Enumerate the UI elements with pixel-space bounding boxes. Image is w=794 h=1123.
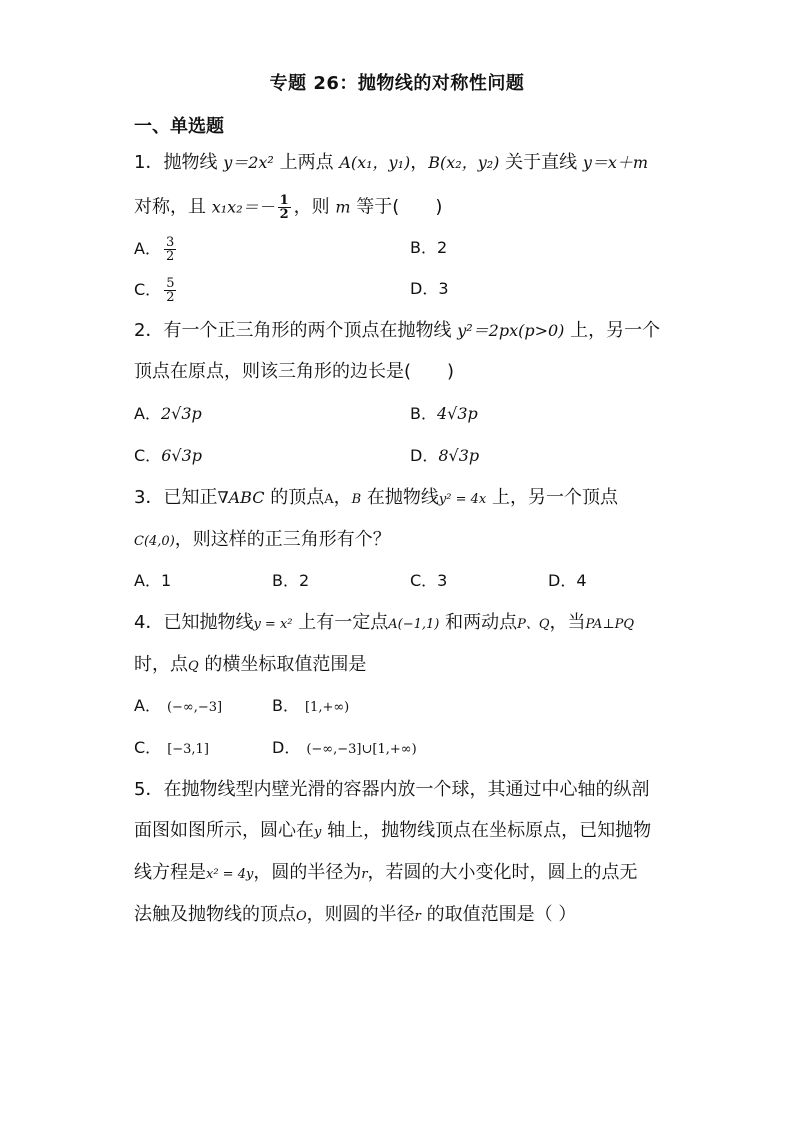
q4-text-a: 4．已知抛物线	[134, 612, 254, 633]
q1-line1	[134, 151, 648, 175]
q5-text-g: ，则圆的半径	[306, 904, 415, 925]
q1-option-c-fraction	[164, 277, 176, 304]
q5-text-c: 线方程是	[134, 862, 206, 883]
q4-option-a[interactable]	[134, 694, 222, 720]
section-heading: 一、单选题	[134, 116, 224, 137]
q1-text-b: ，则	[293, 196, 336, 218]
q2-option-a-value: 2√3p	[160, 404, 202, 423]
q3-text-c: 在抛物线	[361, 487, 439, 508]
q1-point-b: B(x₂，y₂)	[428, 153, 500, 172]
q2-option-d[interactable]	[410, 444, 479, 468]
q4-option-d[interactable]	[272, 736, 417, 762]
q3-point-b: B	[351, 492, 362, 507]
q5-line2	[134, 819, 651, 845]
q3-text-b: 的顶点	[264, 487, 325, 508]
q4-equation: y = x²	[253, 617, 293, 632]
q1-option-d[interactable]: D．3	[410, 279, 449, 298]
q5-line4	[134, 903, 576, 929]
q4-option-d-value: (−∞,−3]∪[1,+∞)	[306, 742, 417, 757]
q3-option-c[interactable]: C．3	[410, 571, 448, 590]
q2-option-c-label: C．	[134, 446, 162, 465]
q4-text-c: 和两动点	[439, 612, 518, 633]
q4-text-b: 上有一定点	[292, 612, 389, 633]
q2-option-b-label: B．	[410, 404, 437, 423]
q3-point-a: A	[324, 492, 334, 507]
q4-option-b-label: B．	[272, 696, 299, 715]
q2-option-d-value: 8√3p	[438, 446, 480, 465]
q4-line2	[134, 653, 366, 679]
q1-option-c-num: 5	[166, 276, 175, 291]
q5-text-a: 面图如图所示，圆心在	[134, 820, 314, 841]
q1-option-a[interactable]	[134, 236, 179, 263]
q4-option-a-label: A．	[134, 696, 161, 715]
q5-text-d: ，圆的半径为	[253, 862, 362, 883]
q1-option-b[interactable]: B．2	[410, 238, 448, 257]
q1-prefix: 1．抛物线	[134, 152, 224, 173]
q5-text-e: ，若圆的大小变化时，圆上的点无	[367, 862, 638, 883]
q5-radius: r	[361, 867, 368, 882]
q5-radius-2: r	[414, 909, 421, 924]
q2-option-a-label: A．	[134, 404, 161, 423]
q2-option-c-value: 6√3p	[161, 446, 202, 465]
q1-fraction	[278, 194, 291, 221]
q1-eq1: y＝2x²	[223, 153, 274, 172]
q3-point-c: C(4,0)	[134, 534, 175, 549]
q1-text-c: 等于( )	[350, 196, 443, 218]
q2-text-b: 上，另一个	[564, 320, 661, 341]
page-title: 专题 26：抛物线的对称性问题	[269, 73, 525, 94]
q1-line2	[134, 194, 442, 221]
q1-option-c-den: 2	[166, 290, 175, 305]
q5-text-f: 法触及抛物线的顶点	[134, 904, 296, 925]
q3-line2	[134, 528, 391, 554]
q4-option-b-value: [1,+∞)	[304, 700, 350, 715]
q1-frac-den: 2	[279, 207, 289, 222]
q1-product: x₁x₂＝－	[211, 197, 275, 217]
q2-text-a: 2．有一个正三角形的两个顶点在抛物线	[134, 320, 458, 341]
q1-option-a-fraction	[164, 236, 176, 263]
q4-option-c-label: C．	[134, 738, 162, 757]
q4-option-a-value: (−∞,−3]	[166, 700, 223, 715]
q1-sep: ，	[410, 152, 429, 173]
q4-perpendicular: PA⊥PQ	[585, 617, 635, 632]
q2-line1	[134, 319, 660, 343]
q4-line1	[134, 611, 634, 637]
q1-m: m	[335, 197, 351, 217]
q3-equation: y² = 4x	[438, 492, 487, 507]
q3-option-b[interactable]: B．2	[272, 571, 310, 590]
q2-option-c[interactable]	[134, 444, 202, 468]
q5-line3	[134, 861, 638, 887]
q1-mid: 上两点	[273, 152, 340, 173]
q3-comma: ，	[333, 487, 352, 508]
q4-option-b[interactable]	[272, 694, 349, 720]
q1-option-c-label: C．	[134, 280, 162, 299]
q1-frac-num: 1	[279, 193, 289, 208]
q1-about: 关于直线	[499, 152, 583, 173]
q2-equation: y²＝2px(p>0)	[457, 321, 565, 340]
q2-option-b[interactable]	[410, 402, 478, 426]
q3-triangle: ∇ABC	[217, 488, 265, 507]
q3-text-e: ，则这样的正三角形有个？	[174, 529, 391, 550]
q5-equation: x² = 4y	[206, 867, 254, 882]
q4-option-c-value: [−3,1]	[167, 742, 209, 757]
q3-text-d: 上，另一个顶点	[486, 487, 618, 508]
q5-text-b: 轴上，抛物线顶点在坐标原点，已知抛物	[321, 820, 652, 841]
q4-text-e: 时，点	[134, 654, 188, 675]
q2-option-a[interactable]	[134, 402, 202, 426]
q4-point-a: A(−1,1)	[388, 617, 440, 632]
q5-origin: O	[296, 909, 307, 924]
q5-text-h: 的取值范围是（ ）	[420, 904, 577, 925]
q3-line1	[134, 486, 618, 512]
q3-option-d[interactable]: D．4	[548, 571, 587, 590]
q1-point-a: A(x₁，y₁)	[339, 153, 411, 172]
q1-line-eq: y＝x＋m	[582, 153, 649, 172]
q4-text-d: ，当	[549, 612, 586, 633]
q1-option-a-label: A．	[134, 239, 161, 258]
q5-line1: 5．在抛物线型内壁光滑的容器内放一个球，其通过中心轴的纵剖	[134, 779, 650, 800]
q4-option-c[interactable]	[134, 736, 209, 762]
q4-option-d-label: D．	[272, 738, 301, 757]
q5-y-axis: y	[314, 825, 322, 840]
q1-option-a-num: 3	[165, 235, 175, 250]
q4-points-pq: P、Q	[517, 617, 550, 632]
q4-point-q: Q	[188, 659, 199, 674]
q3-text-a: 3．已知正	[134, 487, 218, 508]
q1-option-c[interactable]	[134, 277, 179, 304]
q2-line2: 顶点在原点，则该三角形的边长是( )	[134, 361, 455, 382]
q4-text-f: 的横坐标取值范围是	[198, 654, 367, 675]
q2-option-d-label: D．	[410, 446, 439, 465]
q3-option-a[interactable]: A．1	[134, 571, 172, 590]
q1-option-a-den: 2	[165, 249, 175, 264]
q1-text: 对称，且	[134, 196, 212, 218]
q2-option-b-value: 4√3p	[436, 404, 478, 423]
